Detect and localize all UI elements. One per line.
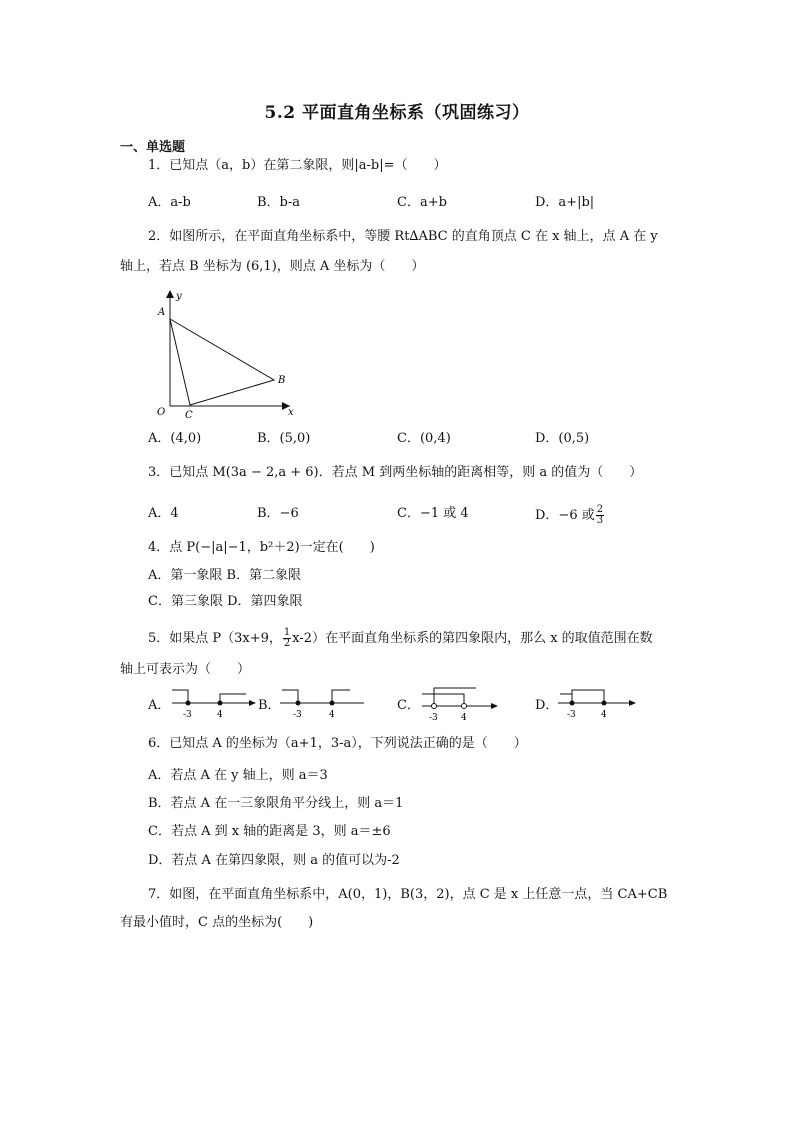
y-axis-label: y — [176, 291, 182, 302]
q5-stem-pre: 5．如果点 P（3x+9， — [148, 631, 282, 646]
q6-option-c[interactable]: C．若点 A 到 x 轴的距离是 3，则 a＝±6 — [148, 824, 391, 839]
q1-stem: 1．已知点（a，b）在第二象限，则|a-b|=（ ） — [148, 158, 447, 173]
x-axis-label: x — [288, 407, 294, 418]
tick-label-4: 4 — [329, 710, 335, 720]
q3-option-c[interactable]: C．−1 或 4 — [397, 506, 469, 521]
tick-label-minus3: -3 — [429, 713, 438, 722]
ray-between — [572, 690, 604, 703]
q6-stem: 6．已知点 A 的坐标为（a+1，3-a），下列说法正确的是（ ） — [148, 736, 527, 751]
q7-stem-line1: 7．如图，在平面直角坐标系中，A(0，1)，B(3，2)，点 C 是 x 上任意一点，当 CA+CB — [148, 887, 668, 902]
q5-stem-line2: 轴上可表示为（ ） — [120, 662, 251, 677]
ray-left — [282, 690, 298, 703]
q2-option-c[interactable]: C．(0,4) — [397, 431, 451, 446]
q2-option-a[interactable]: A．(4,0) — [148, 431, 202, 446]
fraction-numerator: 2 — [596, 504, 604, 515]
q5-stem-line1 — [148, 628, 653, 649]
q5-option-c-number-line[interactable] — [420, 684, 500, 722]
number-line-arrow — [629, 700, 636, 706]
q2-stem-line2: 轴上，若点 B 坐标为 (6,1)，则点 A 坐标为（ ） — [120, 259, 425, 274]
fraction-numerator: 1 — [283, 627, 291, 638]
q1-option-a[interactable]: A．a-b — [148, 195, 191, 210]
point-a-label: A — [158, 307, 166, 318]
q2-stem-line1: 2．如图所示，在平面直角坐标系中，等腰 Rt∆ABC 的直角顶点 C 在 x 轴上，点 A 在 y — [148, 229, 658, 244]
number-line-arrow — [491, 703, 498, 709]
q3-stem: 3．已知点 M(3a − 2,a + 6)．若点 M 到两坐标轴的距离相等，则 a 的值为（ ） — [148, 465, 643, 480]
y-axis-arrow — [166, 290, 174, 298]
tick-label-4: 4 — [601, 710, 607, 720]
q5-option-b-letter[interactable]: B． — [258, 698, 281, 713]
ray-right — [332, 690, 350, 703]
tick-label-minus3: -3 — [293, 710, 302, 720]
point-4 — [330, 701, 335, 706]
ray-upper — [434, 688, 476, 706]
q2-option-d[interactable]: D．(0,5) — [535, 431, 590, 446]
section-heading: 一、单选题 — [120, 140, 186, 155]
number-line-arrow — [249, 700, 256, 706]
ray-lower — [422, 694, 464, 706]
q7-stem-line2: 有最小值时，C 点的坐标为( ) — [120, 915, 314, 930]
fraction-denominator: 2 — [283, 638, 291, 649]
q6-option-d[interactable]: D．若点 A 在第四象限，则 a 的值可以为-2 — [148, 853, 400, 868]
q4-stem: 4．点 P(−|a|−1，b²＋2)一定在( ) — [148, 540, 375, 555]
q3-option-d-text: D．−6 或 — [535, 508, 595, 523]
triangle-abc — [170, 319, 274, 405]
q2-option-b[interactable]: B．(5,0) — [257, 431, 311, 446]
point-4 — [218, 701, 223, 706]
tick-label-4: 4 — [217, 710, 223, 720]
q2-figure — [148, 286, 308, 420]
q5-option-a-letter[interactable]: A． — [148, 698, 171, 713]
ray-right — [220, 694, 246, 703]
q5-option-b-number-line[interactable] — [278, 686, 368, 720]
fraction-denominator: 3 — [596, 515, 604, 526]
q4-options-cd[interactable]: C．第三象限 D．第四象限 — [148, 594, 303, 609]
point-minus3 — [570, 701, 575, 706]
q5-stem-post: x-2）在平面直角坐标系的第四象限内，那么 x 的取值范围在数 — [292, 631, 653, 646]
q5-stem-fraction — [283, 628, 291, 649]
tick-label-minus3: -3 — [567, 710, 576, 720]
q6-option-a[interactable]: A．若点 A 在 y 轴上，则 a＝3 — [148, 768, 328, 783]
point-4 — [462, 704, 467, 709]
q4-options-ab[interactable]: A．第一象限 B．第二象限 — [148, 568, 302, 583]
point-c-label: C — [185, 410, 193, 420]
tick-label-minus3: -3 — [183, 710, 192, 720]
q1-option-d[interactable]: D．a+|b| — [535, 195, 595, 210]
point-b-label: B — [278, 375, 286, 386]
q1-option-b[interactable]: B．b-a — [257, 195, 301, 210]
q6-option-b[interactable]: B．若点 A 在一三象限角平分线上，则 a＝1 — [148, 796, 404, 811]
q3-option-d[interactable] — [535, 505, 605, 526]
point-minus3 — [432, 704, 437, 709]
q5-option-c-letter[interactable]: C． — [397, 698, 420, 713]
q5-option-d-number-line[interactable] — [556, 686, 638, 720]
q3-option-d-fraction — [596, 505, 604, 526]
point-4 — [602, 701, 607, 706]
tick-label-4: 4 — [461, 713, 467, 722]
q5-option-a-number-line[interactable] — [170, 686, 258, 720]
q5-option-d-letter[interactable]: D． — [535, 698, 559, 713]
origin-label: O — [157, 407, 166, 418]
point-minus3 — [296, 701, 301, 706]
q3-option-b[interactable]: B．−6 — [257, 506, 299, 521]
q1-option-c[interactable]: C．a+b — [397, 195, 447, 210]
q3-option-a[interactable]: A．4 — [148, 506, 179, 521]
page-title: 5.2 平面直角坐标系（巩固练习） — [264, 103, 530, 123]
ray-left — [172, 690, 188, 703]
point-minus3 — [186, 701, 191, 706]
